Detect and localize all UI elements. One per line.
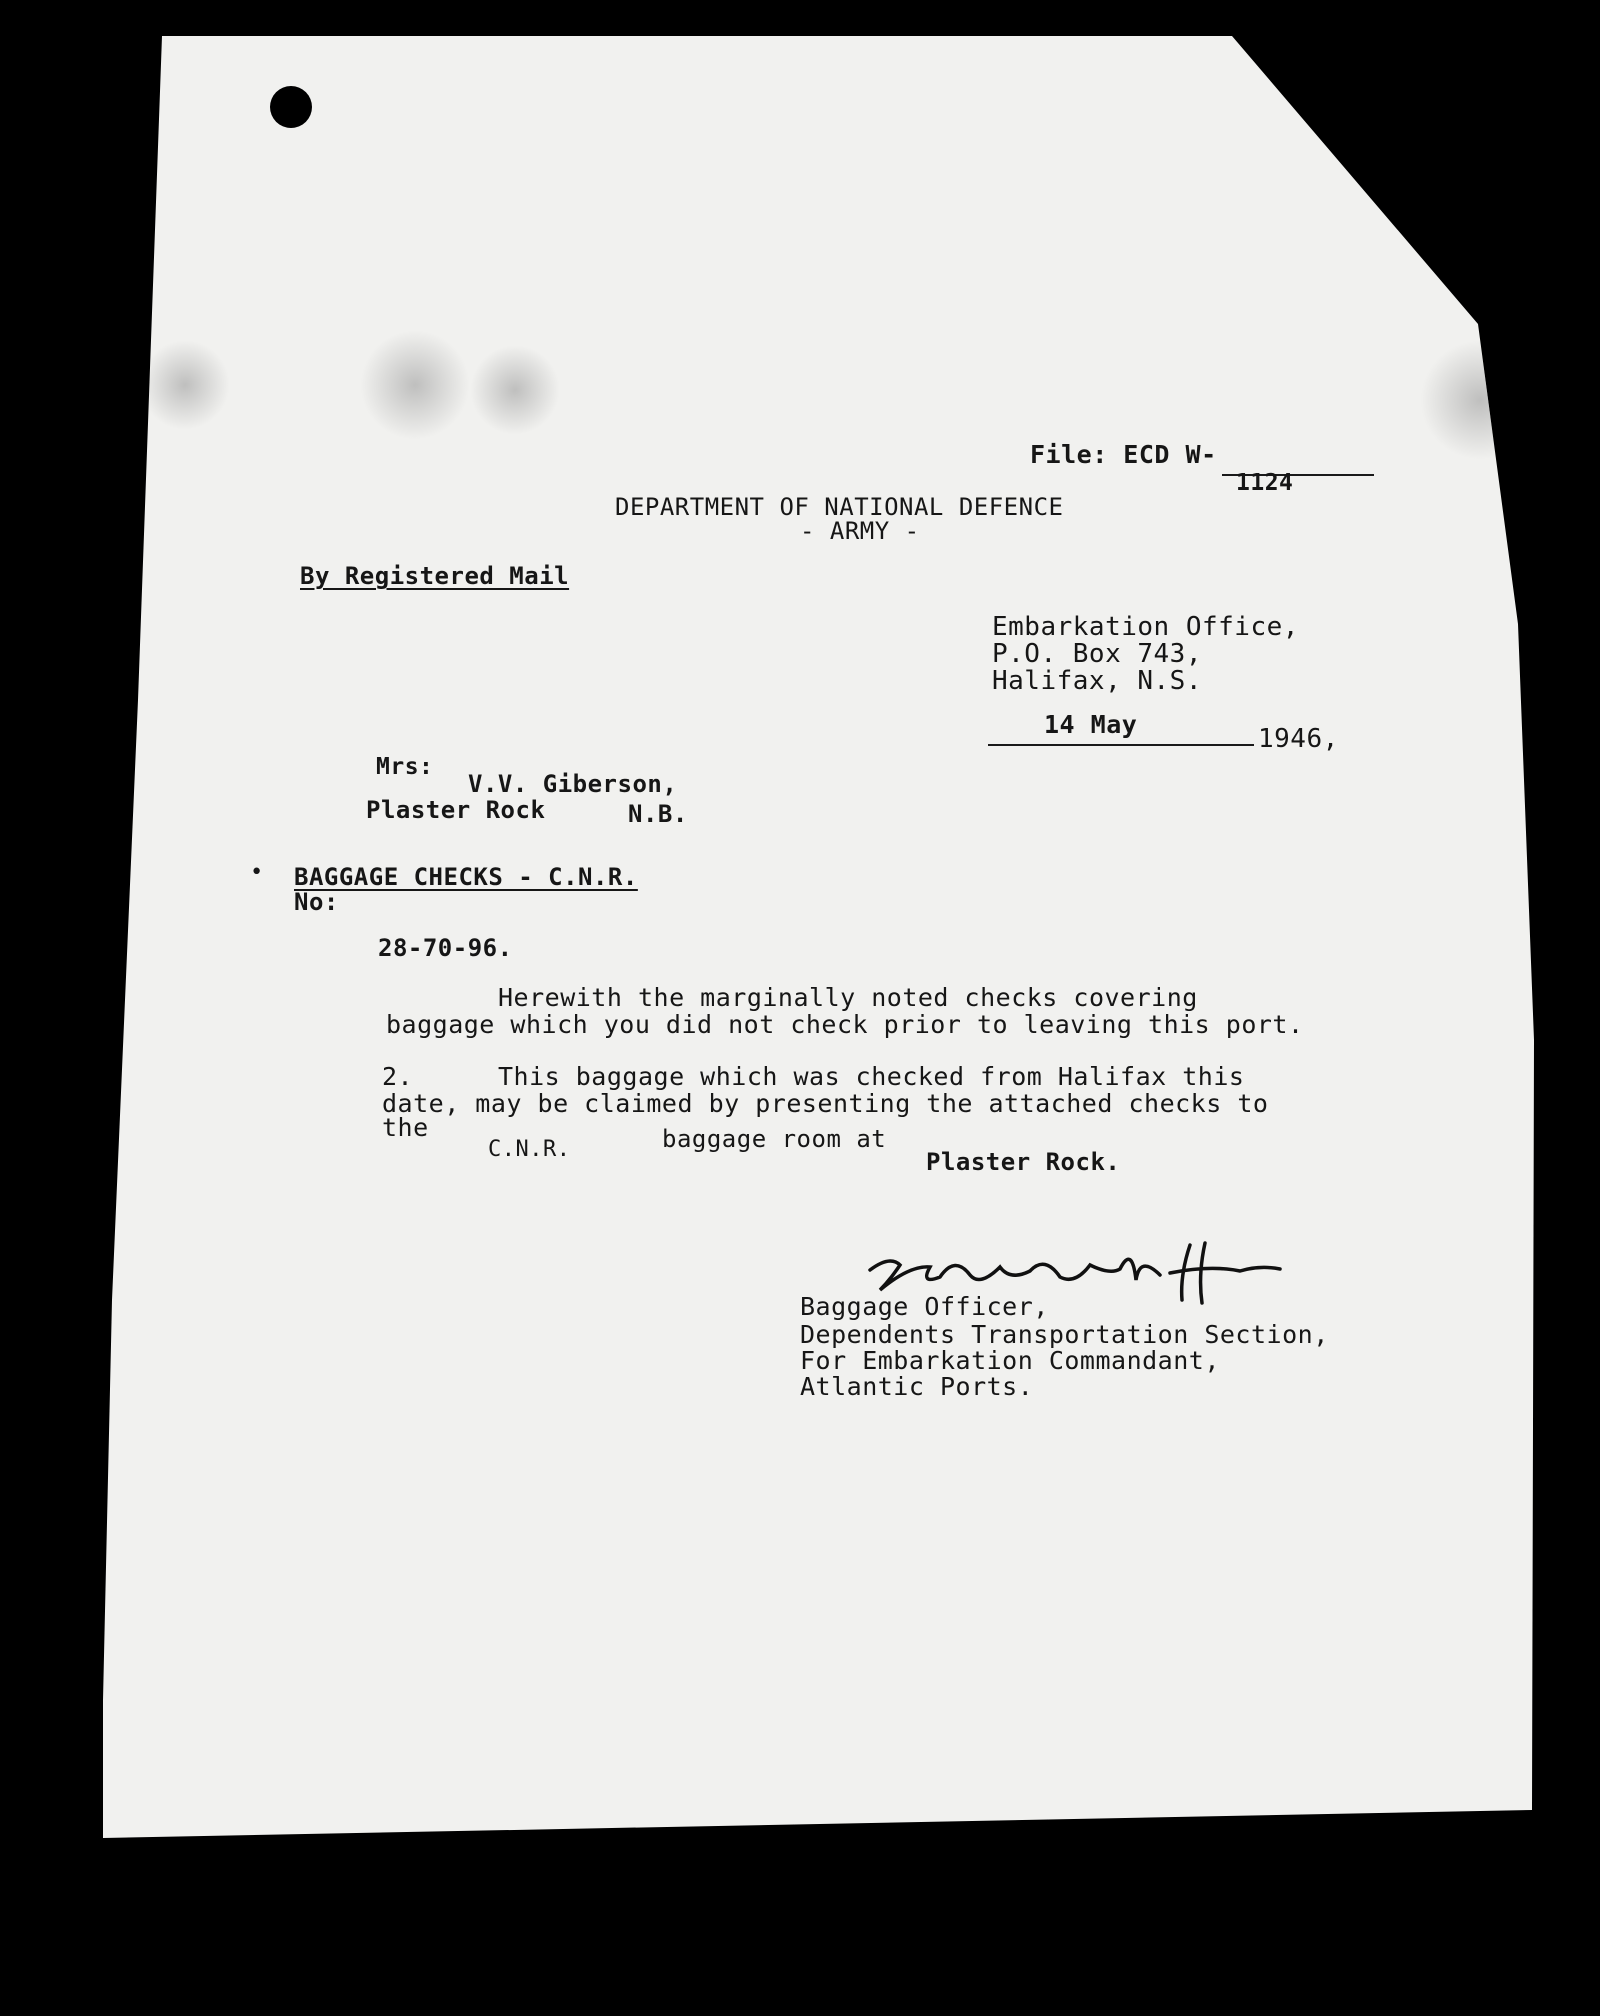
para2-carrier: C.N.R. [488, 1137, 571, 1162]
recipient-province: N.B. [628, 800, 688, 828]
sender-address-line1: Embarkation Office, [992, 612, 1299, 642]
delivery-method: By Registered Mail [300, 562, 570, 590]
department-heading: DEPARTMENT OF NATIONAL DEFENCE [615, 493, 1064, 521]
sender-address-line2: P.O. Box 743, [992, 639, 1202, 669]
recipient-salutation: Mrs: [376, 754, 434, 780]
subject-no-label: No: [294, 888, 339, 916]
branch-heading: - ARMY - [800, 517, 920, 545]
margin-bullet: • [250, 860, 264, 885]
signatory-for: For Embarkation Commandant, [800, 1346, 1220, 1375]
smudge [470, 345, 560, 435]
signatory-ports: Atlantic Ports. [800, 1372, 1034, 1401]
para2-line2: date, may be claimed by presenting the attached checks to [382, 1089, 1269, 1118]
signatory-section: Dependents Transportation Section, [800, 1320, 1329, 1349]
para2-line1: This baggage which was checked from Halifax this [498, 1062, 1245, 1091]
punch-hole [270, 86, 312, 128]
file-label: File: ECD W- [1030, 440, 1217, 469]
smudge [140, 340, 230, 430]
para1-line2: baggage which you did not check prior to leaving this port. [386, 1010, 1304, 1039]
smudge [360, 330, 470, 440]
para2-line3-a: the [382, 1113, 429, 1142]
para2-place: Plaster Rock. [926, 1148, 1121, 1176]
date-year: 1946, [1258, 724, 1339, 754]
para1-line1: Herewith the marginally noted checks covering [498, 983, 1198, 1012]
sender-address-line3: Halifax, N.S. [992, 666, 1202, 696]
date-day-month: 14 May [1044, 710, 1138, 739]
check-number: 28-70-96. [378, 934, 513, 962]
subject-title: BAGGAGE CHECKS - C.N.R. [294, 863, 638, 891]
para2-line3-c: baggage room at [662, 1125, 887, 1153]
date-rule [988, 744, 1254, 746]
recipient-town: Plaster Rock [366, 796, 546, 824]
para2-number: 2. [382, 1062, 414, 1091]
recipient-name: V.V. Giberson, [468, 770, 678, 798]
signatory-title: Baggage Officer, [800, 1292, 1049, 1321]
file-number: 1124 [1236, 470, 1294, 496]
